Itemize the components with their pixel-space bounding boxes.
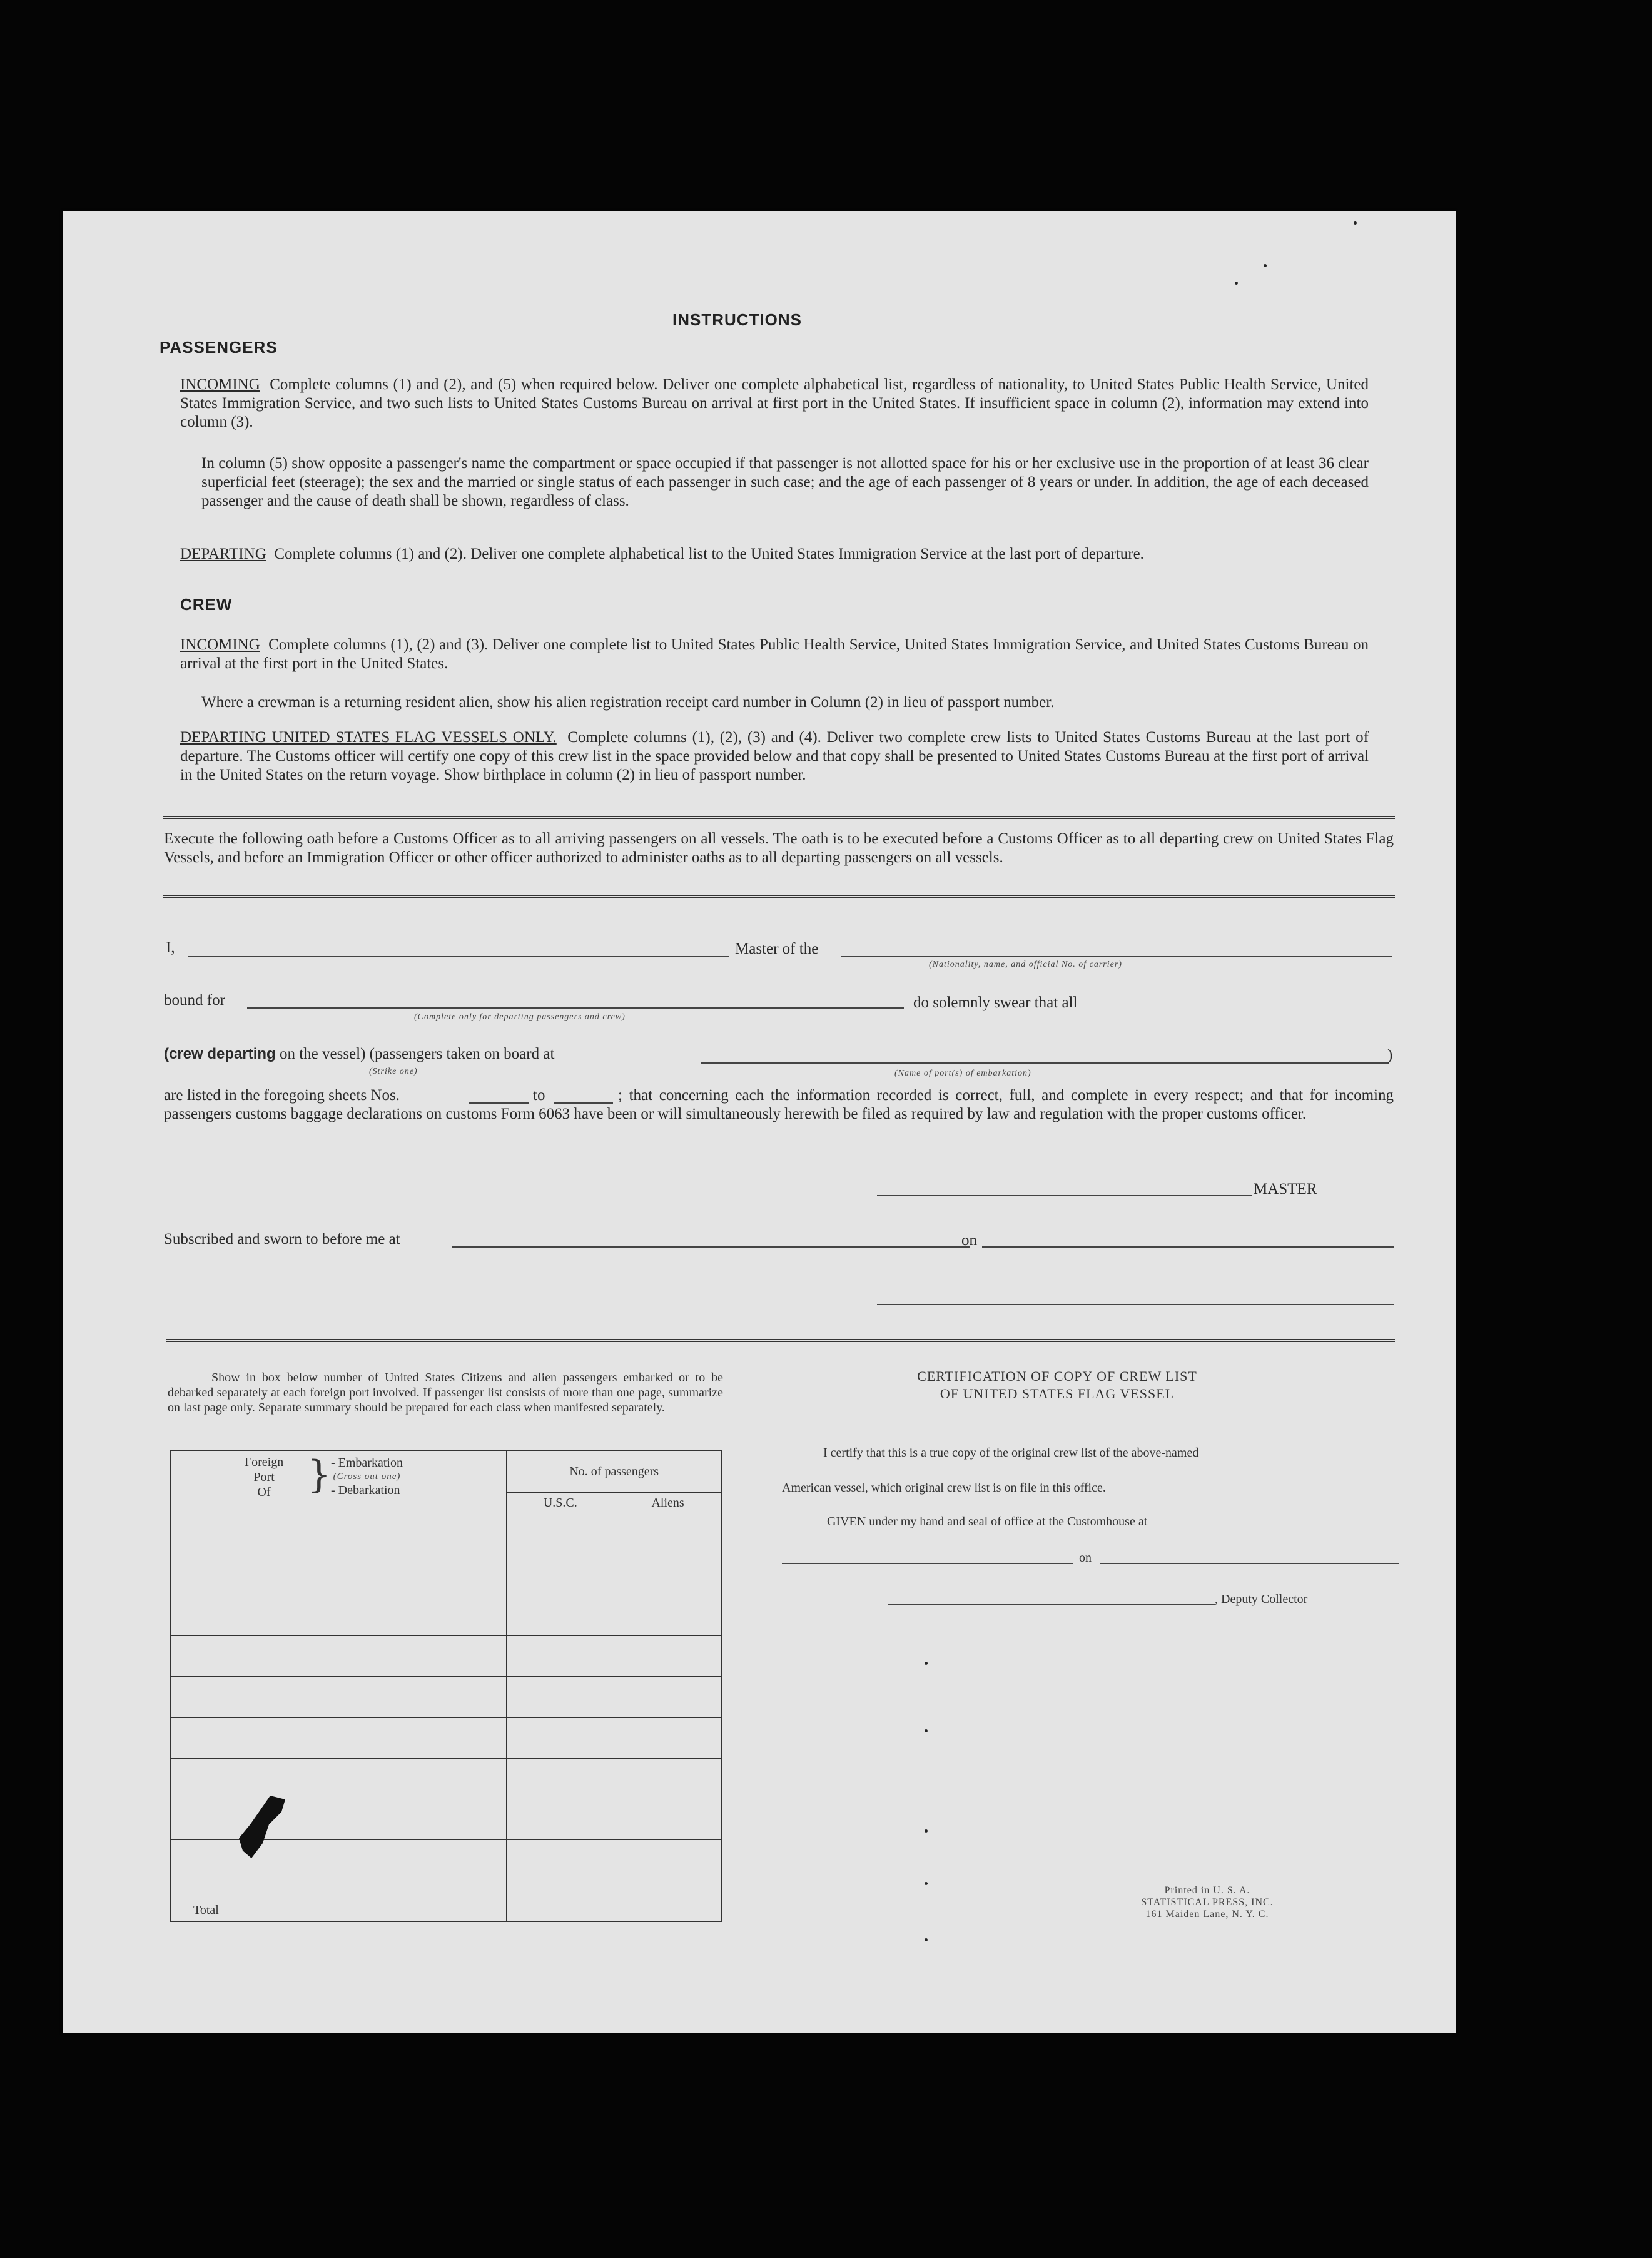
customhouse-field[interactable] — [782, 1563, 1073, 1564]
port-cell[interactable] — [171, 1554, 507, 1595]
printer-imprint — [1088, 1884, 1326, 1920]
divider-2 — [163, 895, 1395, 898]
given-label: GIVEN under my hand and seal of office at the Customhouse at — [827, 1515, 1148, 1528]
passengers-departing-block — [180, 545, 1369, 564]
usc-cell[interactable] — [507, 1840, 614, 1881]
port-cell[interactable] — [171, 1635, 507, 1676]
complete-caption: (Complete only for departing passengers and crew) — [414, 1012, 626, 1022]
carrier-field[interactable] — [841, 956, 1392, 957]
no-of-passengers-header: No. of passengers — [507, 1451, 722, 1493]
crew-incoming-label: INCOMING — [180, 636, 260, 653]
aliens-header: Aliens — [614, 1493, 722, 1513]
table-row — [171, 1635, 722, 1676]
aliens-cell[interactable] — [614, 1513, 722, 1554]
instructions-title: INSTRUCTIONS — [672, 310, 802, 329]
aliens-cell[interactable] — [614, 1799, 722, 1840]
cert-on-label: on — [1079, 1551, 1092, 1565]
master-label: MASTER — [1254, 1181, 1317, 1198]
table-row — [171, 1717, 722, 1758]
box-intro: Show in box below number of United States Citizens and alien passengers embarked or to be debarked separately at each foreign port involved. If passenger list consists of more than one page, summarize on last page only. Separate summary should be prepared for each class when manifested separately. — [168, 1371, 723, 1415]
master-name-field[interactable] — [188, 956, 729, 957]
cert-title-line2: OF UNITED STATES FLAG VESSEL — [940, 1386, 1175, 1401]
speck — [1354, 221, 1357, 225]
ink-blot — [225, 1793, 300, 1874]
passengers-departing-label: DEPARTING — [180, 546, 266, 562]
nationality-caption: (Nationality, name, and official No. of carrier) — [929, 960, 1122, 969]
column5-text: In column (5) show opposite a passenger's name the compartment or space occupied if that passenger is not allotted space for his or her exclusive use in the proportion of at least 36 clear superficial feet (steerage); the sex and the married or single status of each passenger in such case; and the age of each passenger of 8 years or under. In addition, the age of each deceased passenger and the cause of death shall be shown, regardless of class. — [201, 455, 1369, 509]
usc-cell[interactable] — [507, 1513, 614, 1554]
crew-flag-block — [180, 728, 1369, 785]
document-page — [63, 211, 1456, 2033]
speck — [1264, 264, 1267, 267]
table-row — [171, 1677, 722, 1717]
foreign-port-header — [171, 1451, 507, 1513]
total-usc-cell[interactable] — [507, 1881, 614, 1921]
crew-passenger-line — [164, 1045, 554, 1064]
passengers-taken-label: (passengers taken on board at — [369, 1045, 555, 1062]
port-caption: (Name of port(s) of embarkation) — [894, 1069, 1031, 1078]
aliens-cell[interactable] — [614, 1595, 722, 1635]
speck — [925, 1882, 928, 1885]
usc-cell[interactable] — [507, 1595, 614, 1635]
crew-resident-text: Where a crewman is a returning resident alien, show his alien registration receipt card number in Column (2) in lieu of passport number. — [201, 694, 1055, 711]
aliens-cell[interactable] — [614, 1677, 722, 1717]
subscribed-date-field[interactable] — [982, 1246, 1394, 1248]
officer-signature-field[interactable] — [877, 1304, 1394, 1305]
table-row — [171, 1513, 722, 1554]
port-cell[interactable] — [171, 1840, 507, 1881]
bound-for-field[interactable] — [247, 1007, 904, 1009]
cross-out-caption: (Cross out one) — [333, 1472, 401, 1482]
crew-heading: CREW — [180, 595, 233, 614]
swear-label: do solemnly swear that all — [913, 994, 1078, 1011]
usc-cell[interactable] — [507, 1554, 614, 1595]
cert-line1: I certify that this is a true copy of the original crew list of the above-named — [823, 1446, 1199, 1460]
usc-cell[interactable] — [507, 1677, 614, 1717]
table-row — [171, 1554, 722, 1595]
usc-cell[interactable] — [507, 1717, 614, 1758]
speck — [925, 1729, 928, 1732]
aliens-cell[interactable] — [614, 1635, 722, 1676]
crew-incoming-block — [180, 636, 1369, 673]
usc-cell[interactable] — [507, 1758, 614, 1799]
deputy-collector-field[interactable] — [888, 1604, 1215, 1605]
port-label: Port — [253, 1470, 275, 1484]
speck — [925, 1662, 928, 1665]
port-cell[interactable] — [171, 1677, 507, 1717]
port-cell[interactable] — [171, 1799, 507, 1840]
printer-line3: 161 Maiden Lane, N. Y. C. — [1145, 1909, 1269, 1920]
strike-caption: (Strike one) — [369, 1067, 418, 1076]
passengers-heading: PASSENGERS — [160, 338, 278, 357]
embarkation-label: - Embarkation — [331, 1456, 403, 1470]
bound-for-label: bound for — [164, 992, 225, 1009]
of-label: Of — [257, 1485, 271, 1499]
table-row — [171, 1595, 722, 1635]
divider-3 — [166, 1339, 1395, 1342]
brace-icon: } — [307, 1453, 332, 1497]
debarkation-label: - Debarkation — [331, 1483, 400, 1497]
to-label: to — [533, 1087, 545, 1104]
total-row — [171, 1881, 722, 1921]
certification-title — [832, 1368, 1282, 1403]
listed-start: are listed in the foregoing sheets Nos. — [164, 1087, 400, 1104]
crew-flag-text: Complete columns (1), (2), (3) and (4). Deliver two complete crew lists to United States Customs Bureau at the last port of departure. The Customs officer will certify one copy of this crew list in the space provided below and that copy shall be presented to United States Customs Bureau at the first port of arrival in the United States on the return voyage. Show birthplace in column (2) in lieu of passport number. — [180, 729, 1369, 783]
deputy-label: , Deputy Collector — [1215, 1592, 1308, 1606]
usc-cell[interactable] — [507, 1635, 614, 1676]
port-cell[interactable] — [171, 1758, 507, 1799]
printer-line2: STATISTICAL PRESS, INC. — [1141, 1897, 1274, 1908]
master-of-label: Master of the — [735, 940, 819, 957]
embarkation-port-field[interactable] — [701, 1062, 1389, 1064]
passengers-incoming-label: INCOMING — [180, 376, 260, 393]
subscribed-on-label: on — [961, 1232, 977, 1249]
passengers-incoming-text: Complete columns (1) and (2), and (5) when required below. Deliver one complete alphabetical list, regardless of nationality, to United States Public Health Service, United States Immigration Service, and two such lists to United States Customs Bureau on arrival at first port in the United States. If insufficient space in column (2), information may extend into column (3). — [180, 376, 1369, 430]
cert-title-line1: CERTIFICATION OF COPY OF CREW LIST — [917, 1368, 1197, 1384]
total-aliens-cell[interactable] — [614, 1881, 722, 1921]
divider-1 — [163, 816, 1395, 819]
master-signature-field[interactable] — [877, 1195, 1252, 1196]
subscribed-place-field[interactable] — [452, 1246, 970, 1248]
aliens-cell[interactable] — [614, 1554, 722, 1595]
total-label: Total — [171, 1881, 507, 1921]
usc-cell[interactable] — [507, 1799, 614, 1840]
foreign-label: Foreign — [245, 1455, 284, 1469]
cert-line2: American vessel, which original crew list is on file in this office. — [782, 1481, 1106, 1495]
on-vessel-label: on the vessel) — [279, 1045, 366, 1062]
passengers-incoming-block — [180, 375, 1369, 432]
crew-flag-label: DEPARTING UNITED STATES FLAG VESSELS ONLY. — [180, 729, 557, 746]
aliens-cell[interactable] — [614, 1840, 722, 1881]
speck — [925, 1938, 928, 1941]
oath-i-label: I, — [166, 939, 175, 956]
usc-header: U.S.C. — [507, 1493, 614, 1513]
close-paren: ) — [1387, 1047, 1393, 1064]
passengers-departing-text: Complete columns (1) and (2). Deliver one complete alphabetical list to the United States Immigration Service at the last port of departure. — [274, 546, 1144, 562]
aliens-cell[interactable] — [614, 1717, 722, 1758]
listed-rest: ; that concerning each the information recorded is correct, full, and complete in every respect; and that for incoming passengers customs baggage declarations on customs Form 6063 have been or will simultaneously herewith be filed as required by law and regulation with the proper customs officer. — [164, 1087, 1394, 1122]
oath-intro: Execute the following oath before a Customs Officer as to all arriving passengers on all vessels. The oath is to be executed before a Customs Officer as to all departing crew on United States Flag Vessels, and before an Immigration Officer or other officer authorized to administer oaths as to all departing passengers on all vessels. — [164, 830, 1394, 866]
aliens-cell[interactable] — [614, 1758, 722, 1799]
port-cell[interactable] — [171, 1513, 507, 1554]
printer-line1: Printed in U. S. A. — [1164, 1885, 1250, 1896]
speck — [1235, 282, 1238, 285]
cert-date-field[interactable] — [1100, 1563, 1399, 1564]
port-cell[interactable] — [171, 1595, 507, 1635]
port-cell[interactable] — [171, 1717, 507, 1758]
crew-departing-label: (crew departing — [164, 1045, 276, 1062]
speck — [925, 1829, 928, 1833]
crew-incoming-text: Complete columns (1), (2) and (3). Deliver one complete list to United States Public Health Service, United States Immigration Service, and United States Customs Bureau on arrival at the first port in the United States. — [180, 636, 1369, 672]
subscribed-label: Subscribed and sworn to before me at — [164, 1231, 400, 1248]
